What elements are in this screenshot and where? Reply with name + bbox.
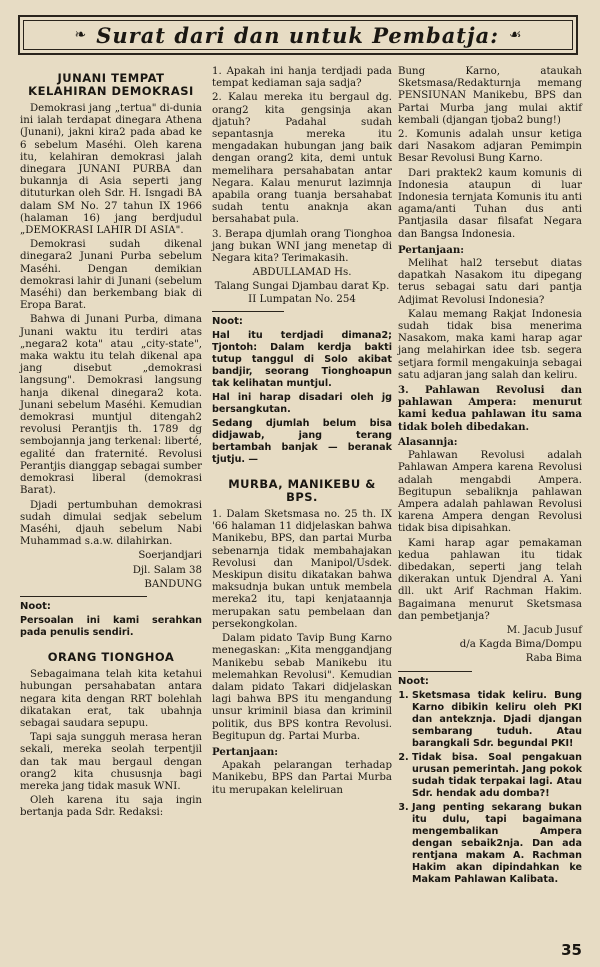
paragraph: Sebagaimana telah kita ketahui hubungan persahabatan antara negara kita dengan RRT bolehlah dikatakan erat, tak ubahnja sebagai saudara sepupu.: [20, 669, 202, 729]
paragraph: Apakah pelarangan terhadap Manikebu, BPS dan Partai Murba itu merupakan keleliruan: [212, 760, 392, 796]
alasan-label: Alasannja:: [398, 435, 458, 448]
question-1: 1. Apakah ini hanja terdjadi pada tempat kediaman saja sadja?: [212, 66, 392, 90]
divider: [398, 671, 472, 672]
article-title-murba: MURBA, MANIKEBU & BPS.: [228, 477, 376, 505]
noot-text: [20, 615, 202, 639]
noot-label: Noot:: [398, 675, 429, 687]
noot-label: Noot:: [212, 315, 243, 327]
signature-address: Talang Sungai Djambau darat Kp. II Lumpatan No. 254: [214, 281, 390, 305]
page-header: [18, 15, 578, 55]
paragraph: 3. Pahlawan Revolusi dan pahlawan Ampera: menurut kami kedua pahlawan itu sama tidak boleh dibedakan.: [398, 384, 582, 433]
noot-item: 3. Jang penting sekarang bukan itu dulu, tapi bagaimana mengembalikan Ampera dengan sebaik2nja. Dan ada rentjana makam A. Rachman Hakim akan dipindahkan ke Makam Pahlawan Kalibata.: [412, 802, 582, 886]
column-3: [398, 66, 582, 888]
divider: [20, 596, 147, 597]
noot-text: [212, 330, 392, 466]
paragraph: Oleh karena itu saja ingin bertanja pada Sdr. Redaksi:: [20, 795, 202, 819]
divider: [212, 311, 284, 312]
noot-item: 2. Tidak bisa. Soal pengakuan urusan pemerintah. Jang pokok sudah tidak terpakai lagi. Atau Sdr. hendak adu domba?!: [412, 752, 582, 800]
noot-paragraph: Persoalan ini kami serahkan pada penulis sendiri.: [20, 615, 202, 639]
noot-paragraph: Hal itu terdjadi dimana2; Tjontoh: Dalam kerdja bakti tutup tanggul di Solo akibat bandjir, seorang Tionghoapun tak kelihatan muntjul.: [212, 330, 392, 390]
question-3: 3. Berapa djumlah orang Tionghoa jang bukan WNI jang menetap di Negara kita? Terimakasih.: [212, 228, 392, 265]
paragraph: Bahwa di Junani Purba, dimana Junani waktu itu terdiri atas „negara2 kota" atau „city-state", maka waktu itu telah dikenal apa jang disebut „demokrasi langsung". Demokrasi langsung hanja dikenal dinegara2 kota. Junani sebelum Maséhi. Kemudian demokrasi muntjul ditengah2 revolusi Perantjis th. 1789 dg sembojannja jang terkenal: liberté, egalité dan fraternité. Revolusi Perantjis dianggap sebagai sumber demokrasi liberal (demokrasi Barat).: [20, 314, 203, 497]
paragraph: 1. Dalam Sketsmasa no. 25 th. IX '66 halaman 11 didjelaskan bahwa Manikebu, BPS, dan partai Murba sebenarnja tidak membahajakan Revolusi dan Manipol/Usdek. Meskipun disitu dikatakan bahwa maksudnja bukan untuk membela mereka2 itu, tapi kenjataannja merupakan satu pembelaan dan persekongkolan.: [212, 509, 392, 630]
pertanjaan-label: Pertanjaan:: [398, 243, 465, 256]
paragraph: Dalam pidato Tavip Bung Karno menegaskan: „Kita menggandjang Manikebu sebab Manikebu itu melemahkan Revolusi". Kemudian dalam pidato Takari didjelaskan lagi bahwa BPS itu mengandung unsur kriminil biasa dan kriminil politik, dus BPS kontra Revolusi. Begitupun dg. Partai Murba.: [212, 633, 392, 742]
column-1: [20, 66, 202, 822]
page-number: 35: [561, 941, 582, 959]
column-2: [212, 66, 392, 799]
paragraph: Kami harap agar pemakaman kedua pahlawan itu tidak dibedakan, seperti jang telah dikerakan untuk Djendral A. Yani dll. ukt Arif Rachman Hakim. Bagaimana menurut Sketsmasa dan pembetjanja?: [398, 537, 582, 622]
paragraph: Djadi pertumbuhan demokrasi sudah dimulai sedjak sebelum Maséhi, djauh sebelum Nabi Muhammad s.a.w. dilahirkan.: [20, 499, 202, 548]
article-title-junani: JUNANI TEMPAT KELAHIRAN DEMOKRASI: [28, 71, 194, 98]
flourish-left-icon: ❧: [74, 27, 87, 43]
signature-city: BANDUNG: [144, 578, 202, 590]
signature-name: ABDULLAMAD Hs.: [252, 267, 352, 279]
noot-paragraph: Hal ini harap disadari oleh jg bersangkutan.: [212, 392, 392, 416]
noot-item: 1. Sketsmasa tidak keliru. Bung Karno dibikin keliru oleh PKI dan antekznja. Djadi djangan sembarang tuduh. Atau barangkali Sdr. begundal PKI!: [412, 690, 582, 750]
noot-paragraph: Sedang djumlah belum bisa didjawab, jang terang bertambah banjak — beranak tjutju. —: [212, 418, 392, 466]
signature-address: Djl. Salam 38: [132, 564, 202, 576]
paragraph: Pahlawan Revolusi adalah Pahlawan Ampera karena Revolusi adalah mengabdi Ampera. Begitupun sebaliknja pahlawan Ampera adalah pahlawan Revolusi karena Ampera dengan Revolusi tidak bisa dipisahkan.: [398, 450, 582, 535]
signature-address: d/a Kagda Bima/Dompu: [459, 639, 582, 651]
signature-name: M. Jacub Jusuf: [506, 624, 582, 636]
paragraph: Dari praktek2 kaum komunis di Indonesia ataupun di luar Indonesia ternjata Komunis itu anti agama/anti Tuhan dus anti Pantjasila dasar filsafat Negara dan Bangsa Indonesia.: [398, 167, 582, 240]
paragraph: Demokrasi sudah dikenal dinegara2 Junani Purba sebelum Maséhi. Dengan demikian demokrasi lahir di Junani (sebelum Maséhi) dan berkembang biak di Eropa Barat.: [20, 239, 202, 312]
paragraph: Tapi saja sungguh merasa heran sekali, mereka seolah terpentjil dan tak mau bergaul dengan orang2 kita chususnja bagi mereka jang tidak masuk WNI.: [20, 732, 202, 792]
noot-list: [398, 690, 582, 886]
question-2: 2. Kalau mereka itu bergaul dg. orang2 kita gengsinja akan djatuh? Padahal sudah sepantasnja mereka itu mengadakan hubungan jang baik dengan orang2 kita, demi untuk memelihara persahabatan antar Negara. Kalau menurut lazimnja apabila orang tuanja bersahabat sudah tentu anaknja akan bersahabat pula.: [212, 92, 392, 226]
page-title: Surat dari dan untuk Pembatja:: [96, 22, 499, 48]
noot-label: Noot:: [20, 600, 51, 612]
paragraph: 2. Komunis adalah unsur ketiga dari Nasakom adjaran Pemimpin Besar Revolusi Bung Karno.: [398, 129, 582, 165]
article-title-tionghoa: ORANG TIONGHOA: [47, 650, 175, 665]
pertanjaan-label: Pertanjaan:: [212, 745, 279, 758]
paragraph: Melihat hal2 tersebut diatas dapatkah Nasakom itu dipegang terus sebagai satu dari pantja Adjimat Revolusi Indonesia?: [398, 258, 582, 306]
paragraph: Demokrasi jang „tertua" di-dunia ini ialah terdapat dinegara Athena (Junani), jakni kira2 pada abad ke 6 sebelum Maséhi. Oleh karena itu, kelahiran demokrasi jalah dinegara JUNANI PURBA dan bukannja di Asia seperti jang dituturkan oleh Sdr. H. Isngadi BA dalam SM No. 27 tahun IX 1966 (halaman 16) jang berdjudul „DEMOKRASI LAHIR DI ASIA".: [20, 103, 202, 237]
signature-city: Raba Bima: [525, 653, 582, 665]
signature-name: Soerjandjari: [138, 550, 202, 562]
paragraph: Kalau memang Rakjat Indonesia sudah tidak bisa menerima Nasakom, maka kami harap agar jang melahirkan idee tsb. segera setjara formil mengakuinja sebagai satu adjaran jang salah dan keliru.: [398, 308, 582, 381]
paragraph: Bung Karno, ataukah Sketsmasa/Redakturnja memang PENSIUNAN Manikebu, BPS dan Partai Murba jang mulai aktif kembali (djangan tjoba2 bung!): [398, 66, 582, 126]
flourish-right-icon: ☙: [508, 27, 522, 43]
